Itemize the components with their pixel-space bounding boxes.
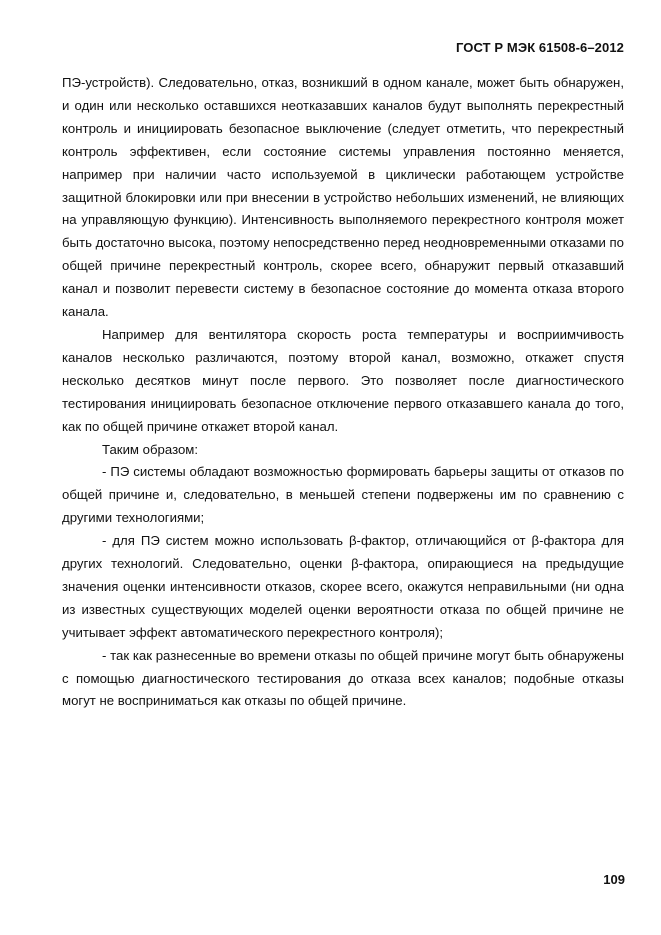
list-item-barriers: - ПЭ системы обладают возможностью формировать барьеры защиты от отказов по общей причине и, следовательно, в меньшей степени подвержены им по сравнению с другими технологиями; bbox=[62, 464, 624, 526]
body-text bbox=[62, 72, 624, 713]
paragraph-thus: Таким образом: bbox=[102, 441, 199, 457]
paragraph-cross-monitoring: ПЭ-устройств). Следовательно, отказ, возникший в одном канале, может быть обнаружен, и один или несколько оставшихся неотказавших каналов будут выполнять перекрестный контроль и инициировать безопасное выключение (следует отметить, что перекрестный контроль эффективен, если состояние системы управления постоянно меняется, например при наличии часто используемой в циклически работающем устройстве защитной блокировки или при внесении в устройство небольших изменений, не влияющих на управляющую функцию). Интенсивность выполняемого перекрестного контроля может быть достаточно высока, поэтому непосредственно перед неодновременными отказами по общей причине перекрестный контроль, скорее всего, обнаружит первый отказавший канал и позволит перевести систему в безопасное состояние до момента отказа второго канала. bbox=[62, 75, 624, 320]
page-number: 109 bbox=[603, 872, 625, 887]
paragraph-fan-example: Например для вентилятора скорость роста температуры и восприимчивость каналов несколько различаются, поэтому второй канал, возможно, откажет спустя несколько десятков минут после первого. Это позволяет после диагностического тестирования инициировать безопасное отключение первого отказавшего канала до того, как по общей причине откажет второй канал. bbox=[62, 326, 624, 434]
list-item-beta-factor: - для ПЭ систем можно использовать β-фактор, отличающийся от β-фактора для других технологий. Следовательно, оценки β-фактора, опирающиеся на предыдущие значения оценки интенсивности отказов, скорее всего, окажутся неправильными (ни одна из известных существующих моделей оценки вероятности отказа по общей причине не учитывает эффект автоматического перекрестного контроля); bbox=[62, 533, 624, 640]
standard-header: ГОСТ Р МЭК 61508-6–2012 bbox=[456, 40, 624, 55]
list-item-time-separated: - так как разнесенные во времени отказы по общей причине могут быть обнаружены с помощью диагностического тестирования до отказа всех каналов; подобные отказы могут не восприниматься как отказы по общей причине. bbox=[62, 647, 624, 709]
